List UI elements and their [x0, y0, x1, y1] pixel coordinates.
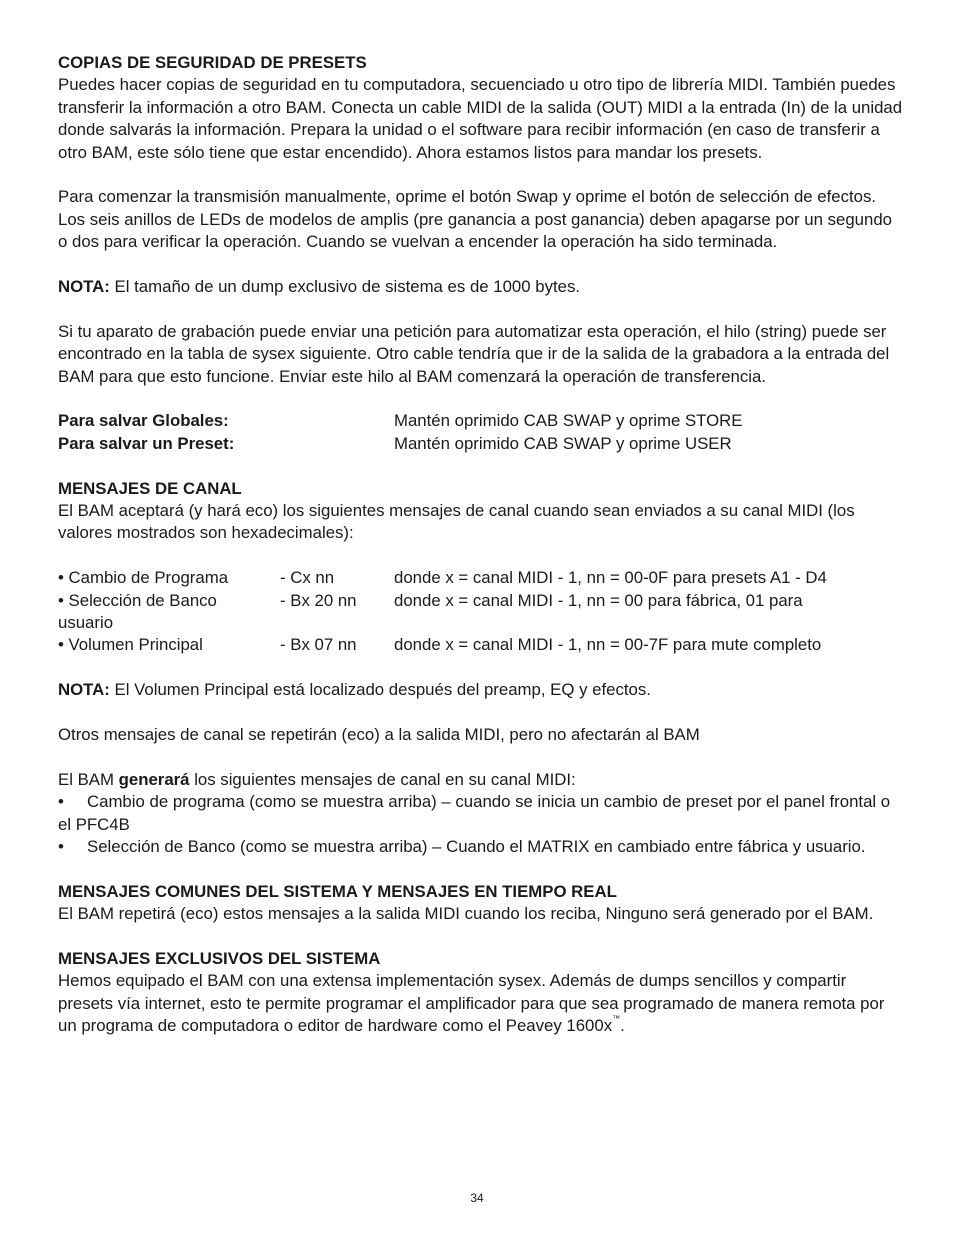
bullet-text: Selección de Banco (como se muestra arriba) – Cuando el MATRIX en cambiado entre fábrica y usuario.	[87, 837, 866, 857]
midi-message-desc: donde x = canal MIDI - 1, nn = 00-0F para presets A1 - D4	[394, 568, 827, 588]
save-value: Mantén oprimido CAB SWAP y oprime USER	[394, 433, 732, 453]
paragraph: Puedes hacer copias de seguridad en tu computadora, secuenciado u otro tipo de librería MIDI. También puedes transferir la información a otro BAM. Conecta un cable MIDI de la salida (OUT) MIDI a la entrada (In) de la unidad donde salvarás la información. Prepara la unidad o el software para recibir información (en caso de transferir a otro BAM, este sólo tiene que estar encendido). Ahora estamos listos para mandar los presets.	[58, 75, 903, 162]
note-text: El tamaño de un dump exclusivo de sistema es de 1000 bytes.	[109, 277, 581, 297]
midi-message-name: • Cambio de Programa	[58, 568, 229, 588]
midi-message-desc: donde x = canal MIDI - 1, nn = 00-7F para mute completo	[394, 635, 822, 655]
text-run: Hemos equipado el BAM con una extensa implementación sysex. Además de dumps sencillos y compartir presets vía internet, esto te permite programar el amplificador para que sea programado de manera remota por un programa de computadora o editor de hardware como el Peavey 1600x	[58, 971, 885, 1036]
text-run: .	[620, 1016, 625, 1036]
midi-message-code: - Cx nn	[280, 568, 335, 588]
note-text: El Volumen Principal está localizado después del preamp, EQ y efectos.	[109, 680, 651, 700]
midi-row	[58, 590, 903, 612]
paragraph: Para comenzar la transmisión manualmente, oprime el botón Swap y oprime el botón de selección de efectos. Los seis anillos de LEDs de modelos de amplis (pre ganancia a post ganancia) deben apagarse por un segundo o dos para verificar la operación. Cuando se vuelvan a encender la operación ha sido terminada.	[58, 187, 893, 252]
paragraph: Otros mensajes de canal se repetirán (eco) a la salida MIDI, pero no afectarán al BAM	[58, 725, 700, 745]
bullet-glyph: •	[58, 837, 64, 857]
paragraph: Si tu aparato de grabación puede enviar una petición para automatizar esta operación, el hilo (string) puede ser encontrado en la tabla de sysex siguiente. Otro cable tendría que ir de la salida de la grabadora a la entrada del BAM para que esto funcione. Enviar este hilo al BAM comenzará la operación de transferencia.	[58, 321, 890, 386]
save-row	[58, 410, 903, 432]
section-heading-backup: COPIAS DE SEGURIDAD DE PRESETS	[58, 53, 367, 72]
note	[58, 679, 903, 701]
midi-message-name: • Volumen Principal	[58, 635, 203, 655]
midi-message-name: • Selección de Banco	[58, 590, 217, 610]
page-number: 34	[470, 1191, 484, 1205]
midi-row	[58, 567, 903, 589]
trademark-symbol: ™	[612, 1014, 621, 1024]
paragraph: El BAM repetirá (eco) estos mensajes a la salida MIDI cuando los reciba, Ninguno será generado por el BAM.	[58, 904, 874, 924]
section-heading-common: MENSAJES COMUNES DEL SISTEMA Y MENSAJES EN TIEMPO REAL	[58, 881, 617, 901]
note	[58, 276, 903, 298]
text-run: El BAM	[58, 769, 119, 789]
paragraph	[58, 769, 903, 791]
section-heading-sysex: MENSAJES EXCLUSIVOS DEL SISTEMA	[58, 949, 381, 969]
bullet-item	[58, 836, 903, 858]
paragraph	[58, 970, 903, 1037]
save-label: Para salvar Globales:	[58, 411, 229, 431]
section-heading-channel: MENSAJES DE CANAL	[58, 478, 242, 498]
bullet-item	[58, 791, 903, 836]
note-label: NOTA:	[58, 277, 110, 297]
bold-run: generará	[118, 769, 190, 789]
save-label: Para salvar un Preset:	[58, 433, 235, 453]
document-page	[58, 52, 903, 1038]
midi-message-code: - Bx 07 nn	[280, 635, 357, 655]
midi-message-desc-wrap: usuario	[58, 613, 114, 633]
bullet-text: Cambio de programa (como se muestra arriba) – cuando se inicia un cambio de preset por el panel frontal o el PFC4B	[58, 792, 891, 834]
save-value: Mantén oprimido CAB SWAP y oprime STORE	[394, 411, 743, 431]
note-label: NOTA:	[58, 680, 110, 700]
save-row	[58, 433, 903, 455]
text-run: los siguientes mensajes de canal en su canal MIDI:	[189, 769, 576, 789]
paragraph: El BAM aceptará (y hará eco) los siguientes mensajes de canal cuando sean enviados a su canal MIDI (los valores mostrados son hexadecimales):	[58, 501, 855, 543]
midi-message-desc: donde x = canal MIDI - 1, nn = 00 para fábrica, 01 para	[394, 590, 803, 610]
bullet-glyph: •	[58, 792, 64, 812]
midi-message-code: - Bx 20 nn	[280, 590, 357, 610]
midi-row	[58, 634, 903, 656]
